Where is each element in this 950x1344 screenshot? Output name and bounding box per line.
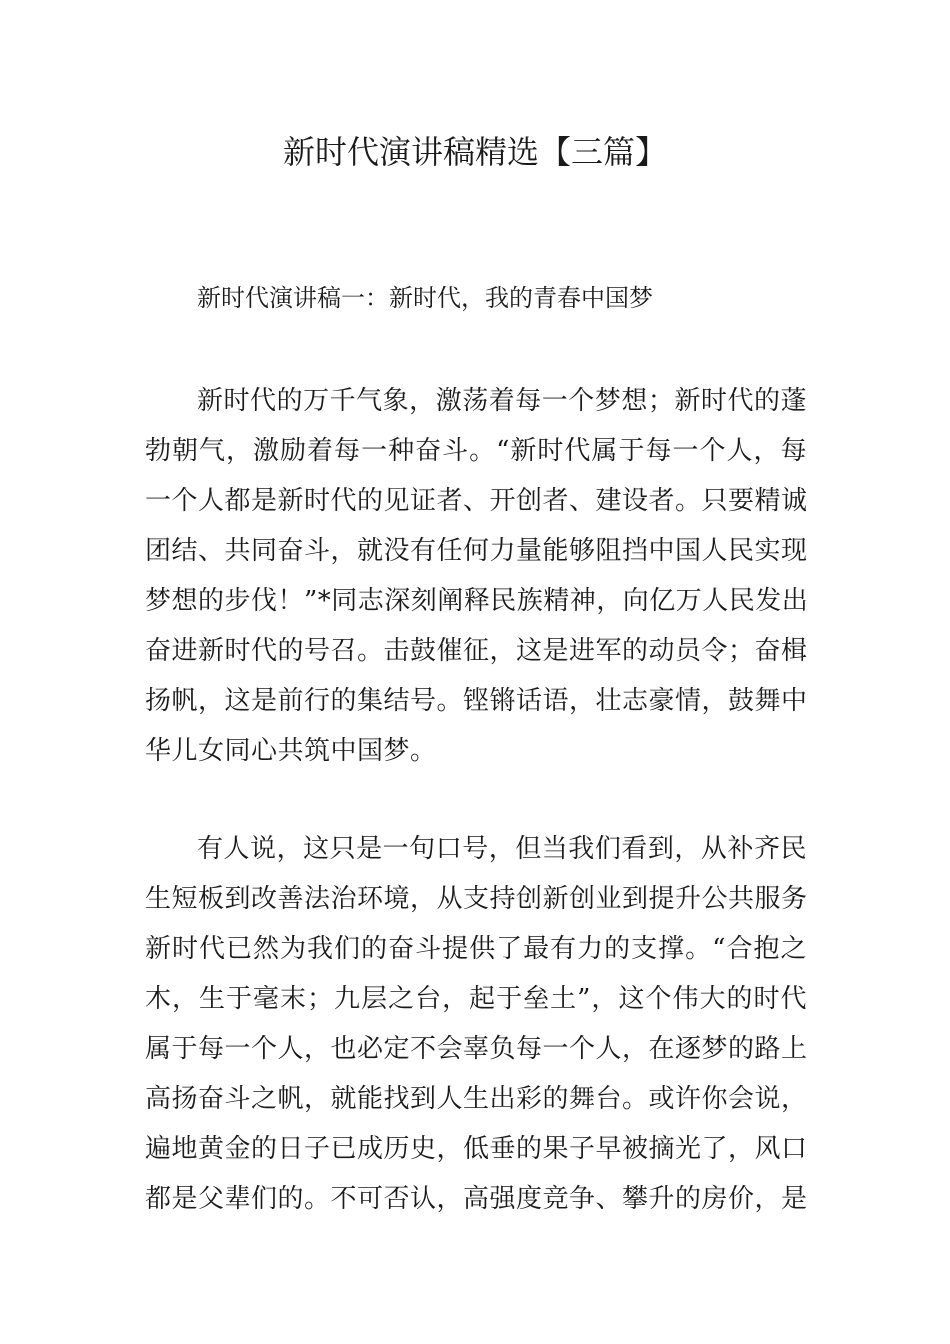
paragraph-line: 梦想的步伐！”*同志深刻阐释民族精神，向亿万人民发出: [145, 586, 809, 616]
paragraph-line: 华儿女同心共筑中国梦。: [145, 736, 437, 766]
document-title: 新时代演讲稿精选【三篇】: [282, 133, 667, 171]
paragraph-line: 一个人都是新时代的见证者、开创者、建设者。只要精诚: [145, 486, 808, 516]
paragraph-line: 新时代的万千气象，激荡着每一个梦想；新时代的蓬: [197, 386, 807, 416]
paragraph-line: 都是父辈们的。不可否认，高强度竞争、攀升的房价，是: [145, 1184, 808, 1214]
paragraph-line: 新时代已然为我们的奋斗提供了最有力的支撑。“合抱之: [145, 934, 807, 964]
paragraph-line: 有人说，这只是一句口号，但当我们看到，从补齐民: [197, 834, 807, 864]
paragraph-line: 遍地黄金的日子已成历史，低垂的果子早被摘光了，风口: [145, 1134, 808, 1164]
paragraph-line: 扬帆，这是前行的集结号。铿锵话语，壮志豪情，鼓舞中: [145, 686, 808, 716]
speech-subheading: 新时代演讲稿一：新时代，我的青春中国梦: [197, 284, 653, 312]
paragraph-line: 高扬奋斗之帆，就能找到人生出彩的舞台。或许你会说，: [145, 1084, 808, 1114]
paragraph-line: 勃朝气，激励着每一种奋斗。“新时代属于每一个人，每: [145, 436, 807, 466]
paragraph-line: 奋进新时代的号召。击鼓催征，这是进军的动员令；奋楫: [145, 636, 808, 666]
paragraph-2: [145, 824, 807, 1224]
paragraph-line: 生短板到改善法治环境，从支持创新创业到提升公共服务: [145, 884, 808, 914]
paragraph-line: 属于每一个人，也必定不会辜负每一个人，在逐梦的路上: [145, 1034, 808, 1064]
paragraph-line: 木，生于毫末；九层之台，起于垒土”，这个伟大的时代: [145, 984, 807, 1014]
paragraph-1: [145, 376, 807, 776]
paragraph-line: 团结、共同奋斗，就没有任何力量能够阻挡中国人民实现: [145, 536, 808, 566]
